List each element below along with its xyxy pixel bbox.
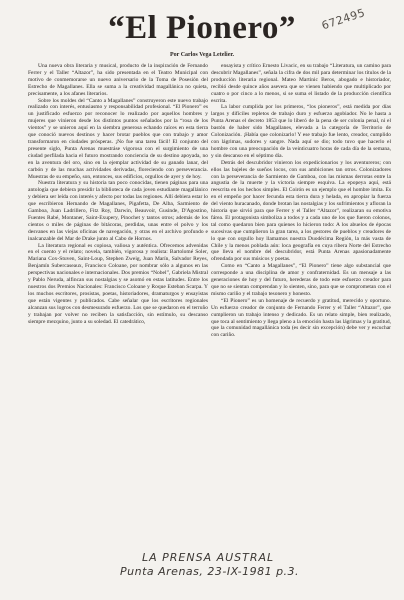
handwritten-source-note — [120, 551, 299, 579]
paragraph: Sobre los moldes del “Canto a Magallanes” construyeron este nuevo trabajo realizado con interés, entusiasmo y responsabilidad profesional. “El Pionero” es un justificado esfuerzo por reconocer lo realizado por aquellos hombres y mujeres que vinieron desde los distintos puntos señalados por la “rosa de los vientos” y se unieron aquí en la siembra generosa echando raíces en esta tierra que conoció nuevos destinos y hacer brotar pueblos que con trabajo y amor transformaron en ciudades prósperas. ¡No fue una tarea fácil! El conjunto del presente siglo, Punta Arenas muestráse vigorosa con el surgimiento de una ciudad perfilada hacia el futuro mostrando conciencia de su destino apoyada, no en la aventura del oro, sino en la ejemplar actividad de su ganado lanar, del carbón y de las muchas actividades derivadas, floreciendo con perseverancia. Muestras de su empeño, son, entonces, sus edificios, orgullos de ayer y de hoy. — [28, 97, 208, 180]
article-byline: Por Carlos Vega Letelier. — [170, 52, 234, 58]
paragraph: “El Pionero” es un homenaje de recuerdo y gratitud, merecido y oportuno. Un esfuerzo creador de conjunto de Fernando Ferrer y el Taller “Altazor”, que cumplieron un trabajo intenso y dedicado. Es un relato simple, bien realizado, que toca al sentimiento y llega pleno a la emoción hasta las lágrimas y la gratitud, que la comunidad magallánica toda (es decir sin excepción) debe ver y escuchar con cariño. — [211, 297, 391, 339]
article-title: “El Pionero” — [108, 10, 296, 46]
paragraph: Una nueva obra literaria y musical, producto de la inspiración de Fernando Ferrer y el Taller “Altazor”, ha sido presentada en el Teatro Municipal con motivo de conmemorarse un nuevo aniversario de la Toma de Posesión del Estrecho de Magallanes. Ella se suma a la creatividad magallánica no quieta, precisamente, a los afanes literarios. — [28, 63, 208, 97]
handwritten-catalog-number: 672495 — [320, 6, 367, 33]
source-publication: LA PRENSA AUSTRAL — [142, 551, 275, 564]
paragraph: Detrás del descubridor vinieron los expedicionarios y los aventureros; con ellos las bajeles de sueños locos, con sus ambiciones tan otros. Colonizadores con la perseverancia de Sarmiento de Gamboa, con las mismas derrotas entre la angustia de la muerte y la victoria siempre esquiva. La epopeya aquí, está reescrita en los hechos simples. El Coirón es un ejemplo que el hombre imita. Es en el empeño por hacer fecunda esta tierra dura y helada, en apropiar la fuerza del viento huracanado, donde brotan las nostalgias y los sufrimientos y afloran la historia que sirvió para que Ferrer y el Taller “Altazor”, realizaran su emotiva fárea. El protagonista simboliza a todos y a cada uno de los que fueron colonos, tal como quedaron bien para quienes lo hicieron todo: A los abuelos de épocas sucesivas que cumplieron la gran tarea, a los gestores de pueblos y creadores de lo que con orgullo hoy llamamos nuestra Duodécima Región, la más vasta de Chile y la menos poblada aún: loca geografía en cuya ribera Norte del Estrecho que lleva el nombre del descubridor, está Punta Arenas apasionadamente ofrendada por sus músicos y poetas. — [211, 159, 391, 263]
paragraph: Como en “Canto a Magallanes”, “El Pionero” tiene algo substancial que corresponde a una disciplina de amor y confraternidad. Es un mensaje a las generaciones de hoy y del futuro, herederas de todo este esfuerzo creador para que no se sientan comprendan y lo sienten, sino, para que se comprometan con el mismo cariño y el trabajo tesonero y honesto. — [211, 263, 391, 297]
paragraph: La literatura regional es copiosa, valiosa y auténtica. Ofrecemos advenidas en el cuento y el relato; novela, también, vigorosa y realista: Bartolomé Soler, Mariana Cox-Stuven, Saint-Loup, Stephen Zweig, Juan Marín, Salvador Reyes, Benjamín Subercaseaux, Francisco Coloane, por nombrar sólo a algunos en las perspectivas nacionales e internacionales. Dos premios “Nobel”, Gabriela Mistral y Pablo Neruda, alfincan sus nostalgias y se asomó en estas latitudes. Entre los nuestros dos Premios Nacionales: Francisco Coloane y Roque Esteban Scarpa. Y los muchos escritores, prosistas, poetas, historiadores, dramaturgos y ensayistas que están vigentes y publicados. Cabe señalar que los escritores regionales alcanzan sus logros con desmesurado esfuerzo. Los que se quedaron en el terruño y trabajan por volver no reciben la satisfacción, sin estímulo, su descanso siempre mezquino, junto a su soledad. El catedrático, — [28, 242, 208, 325]
source-place-date: Punta Arenas, 23-IX-1981 p.3. — [120, 565, 300, 578]
paragraph: La labor cumplida por los primeros, “los pioneros”, está medida por días largos y difíciles repletos de trabajo duro y esfuerzo agobiador. No le hasta a Punta Arenas el decreto 1853 que lo liberó de la pena de ser colonia penal, ni el bastón de haber sido Magallanes, elevada a la categoría de Territorio de Colonización. ¡Había que colonizarlo! Y ese trabajo fue lento, creador, cumplido con lágrimas, sudores y sangre. Nada aquí se dio; todo tuvo que hacerlo el hombre con una preocupación de la veinticuatro horas de cada día de la semana, y sin descanso en el séptimo día. — [211, 104, 391, 159]
paragraph: Nuestra literatura y su historia tan poco conocidas, tienen páginas para una antología que debiera presidir la biblioteca de cada joven estudiante magallánico y debiera ser leída con interés y afecto por todas las regiones. Allí debiera estar lo que escribieron Hernando de Magallanes, Pigafetta, De Alba, Sarmiento de Gamboa, Juan Ladrillero, Fitz Roy, Darwin, Beauvoir, Gusinde, D'Agostino, Fuentes Rabé, Montaner, Saint-Exupery, Pinochet y tantos otros; además de los cientos o miles de páginas de bitácoras, perdidas, unas entre el polvo y los desvanes en las viejas oficinas de navegación, y otras en el archivo profundo e inalcanzable del Mar de Drake junto al Cabo de Hornos. — [28, 180, 208, 242]
paragraph: ensayista y crítico Ernesto Livacic, en su trabajo “Literatura, un camino para descubrir Magallanes”, señala la cifra de dos mil para determinar los títulos de la producción literaria regional. Mateo Martinic Beros, abogado e historiador, recibió desde quince años asevera que se vienen habiendo que multiplicado por cuatro o por cinco a lo menos, si se suma el listado de la producción científica escrita. — [211, 63, 391, 104]
article-column-left — [28, 63, 208, 546]
article-column-right — [211, 63, 391, 546]
